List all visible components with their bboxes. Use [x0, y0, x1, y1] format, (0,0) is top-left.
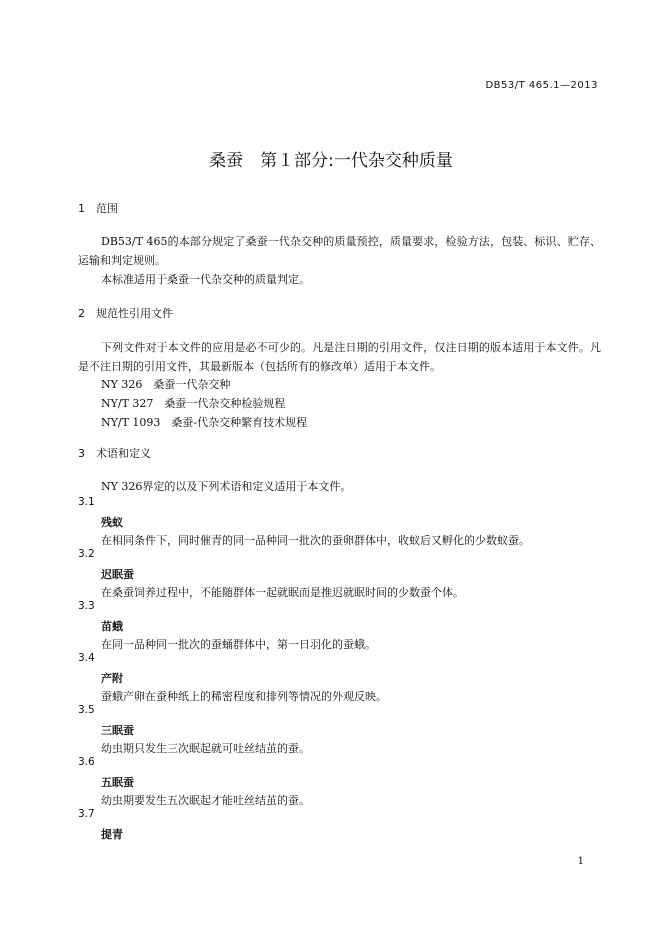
- section-heading-scope: [78, 200, 118, 216]
- section-title: 术语和定义: [96, 447, 151, 460]
- term-number: 3.2: [78, 548, 95, 560]
- terms-intro: NY 326界定的以及下列术语和定义适用于本文件。: [101, 480, 352, 493]
- term-definition: 在同一品种同一批次的蚕蛹群体中，第一日羽化的蚕蛾。: [101, 638, 376, 651]
- section-heading-terms: [78, 445, 151, 461]
- scope-applicability: 本标准适用于桑蚕一代杂交种的质量判定。: [101, 273, 310, 286]
- term-number: 3.4: [78, 652, 95, 664]
- term-definition: 幼虫期只发生三次眠起就可吐丝结茧的蚕。: [101, 742, 310, 755]
- term-definition: 幼虫期要发生五次眠起才能吐丝结茧的蚕。: [101, 794, 310, 807]
- term-name: 残蚁: [101, 516, 123, 529]
- term-name: 五眠蚕: [101, 776, 134, 789]
- term-number: 3.5: [78, 704, 95, 716]
- section-number: 2: [78, 307, 85, 320]
- scope-paragraph: DB53/T 465的本部分规定了桑蚕一代杂交种的质量预控，质量要求，检验方法，包装、标识、贮存、运输和判定规则。: [78, 235, 601, 267]
- document-title: 桑蚕 第１部分:一代杂交种质量: [209, 151, 453, 171]
- term-name: 提青: [101, 828, 123, 841]
- reference-item: NY/T 327 桑蚕一代杂交种检验规程: [101, 397, 286, 410]
- term-definition: 蚕蛾产卵在蚕种纸上的稀密程度和排列等情况的外观反映。: [101, 690, 387, 703]
- section-title: 范围: [96, 202, 118, 215]
- term-name: 三眠蚕: [101, 724, 134, 737]
- reference-item: NY 326 桑蚕一代杂交种: [101, 378, 231, 391]
- section-title: 规范性引用文件: [96, 307, 173, 320]
- section-number: 3: [78, 447, 85, 460]
- standard-code: DB53/T 465.1—2013: [485, 80, 598, 91]
- term-name: 迟眠蚕: [101, 568, 134, 581]
- term-name: 苗蛾: [101, 620, 123, 633]
- term-number: 3.7: [78, 808, 95, 820]
- term-definition: 在相同条件下，同时催青的同一品种同一批次的蚕卵群体中，收蚁后又孵化的少数蚁蚕。: [101, 534, 530, 547]
- normative-paragraph: 下列文件对于本文件的应用是必不可少的。凡是注日期的引用文件，仅注日期的版本适用于本文件。凡是不注日期的引用文件，其最新版本（包括所有的修改单）适用于本文件。: [78, 341, 601, 373]
- term-number: 3.3: [78, 600, 95, 612]
- term-definition: 在桑蚕饲养过程中，不能随群体一起就眠而是推迟就眠时间的少数蚕个体。: [101, 586, 464, 599]
- page-number: 1: [577, 856, 584, 867]
- term-number: 3.1: [78, 496, 95, 508]
- reference-item: NY/T 1093 桑蚕-代杂交种繁育技术规程: [101, 416, 308, 429]
- section-heading-normative: [78, 305, 173, 321]
- section-number: 1: [78, 202, 85, 215]
- term-number: 3.6: [78, 756, 95, 768]
- term-name: 产附: [101, 672, 123, 685]
